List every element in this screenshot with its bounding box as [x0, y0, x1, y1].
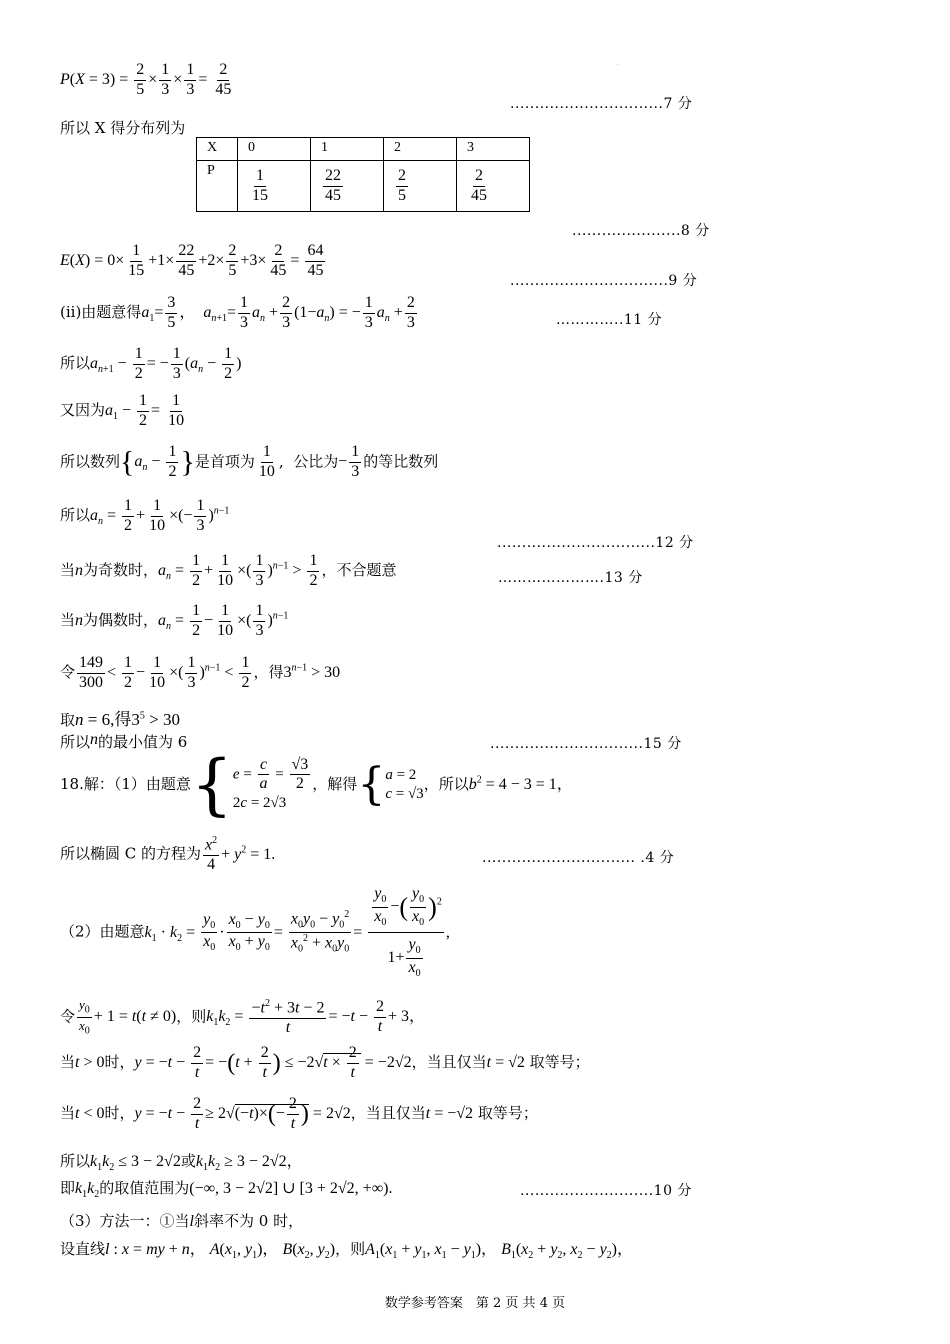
table-row	[197, 161, 530, 212]
when-label: 当	[60, 560, 76, 579]
when-label: 当	[60, 610, 76, 629]
q18-label: 18.解：（1）由题意	[60, 775, 191, 793]
equality-label: ，当且仅当	[411, 1052, 487, 1071]
part3-line: （3）方法一：①当l斜率不为 0 时，	[60, 1212, 304, 1230]
equality-end-label: 取等号；	[477, 1103, 538, 1122]
solve-label: ，解得	[312, 775, 358, 793]
when-end-label: 时，	[104, 1052, 135, 1071]
part3-end-label: 斜率不为 0 时，	[194, 1212, 304, 1230]
range-line: 即$k_1k_2$的取值范围为(−∞, 3 − 2√2] ∪ [3 + 2√2, +∞).	[60, 1179, 393, 1201]
part2-label: （2）由题意	[60, 922, 145, 941]
table-cell: $\frac{22}{45}$	[311, 161, 384, 212]
part-ii-label: (ii)由题意得	[60, 302, 142, 321]
odd-case-line: 当n为奇数时，$a_n$ = $\frac{1}{2}$ + $\frac{1}{10}$ ×( $\frac{1}{3}$ )$^{n-1}$ > $\frac{1}{2}$ ，不合题意	[60, 552, 397, 589]
even-label: 为偶数时，	[83, 610, 159, 629]
min-label: 的最小值为 6	[98, 733, 188, 751]
equality-end-label: 取等号；	[529, 1052, 590, 1071]
distribution-table	[196, 137, 530, 212]
substitution-line: 令 $\frac{y_0}{x_0}$ + 1 = t(t ≠ 0)，则$k_1k_2$ = $\frac{-t^2 + 3t - 2}{t}$ = −t − $\frac{2}{t}$ + 3，	[60, 997, 426, 1037]
recurrence-line: 所以$a_{n+1}$ − $\frac{1}{2}$ = − $\frac{1}{3}$ ($a_n$ − $\frac{1}{2}$ )	[60, 345, 242, 382]
general-term-line: 所以$a_n$ = $\frac{1}{2}$ + $\frac{1}{10}$ ×(− $\frac{1}{3}$ )$^{n-1}$	[60, 497, 230, 534]
t-positive-line: 当t > 0时，y = −t − $\frac{2}{t}$ = −(t + $\frac{2}{t}$ ) ≤ −2√t × $\frac{2}{t}$ = −2√2，当且仅当t = √2 取等号；	[60, 1044, 590, 1081]
reject-label: ，不合题意	[321, 560, 397, 579]
odd-label: 为奇数时，	[83, 560, 159, 579]
score-12: ................................12 分	[497, 535, 694, 551]
when-end-label: 时，	[104, 1103, 135, 1122]
ellipse-line: 所以椭圆 C 的方程为 $\frac{x^2}{4}$ + $y^2 = 1$.	[60, 835, 276, 874]
take-n-line: 取n = 6,得$3^5 > 30$	[60, 710, 180, 730]
table-cell: $\frac{2}{45}$	[457, 161, 530, 212]
part-ii-line: (ii)由题意得$a_1=$ $\frac{3}{5}$ ， $a_{n+1}=$ $\frac{1}{3}$ $a_n$ + $\frac{2}{3}$ $(1-a_n)$ = − $\frac{1}{3}$ $a_n$ + $\frac{2}{3}$	[60, 294, 415, 331]
expectation-line: E(X) = 0× $\frac{1}{15}$ +1× $\frac{22}{45}$ +2× $\frac{2}{5}$ +3× $\frac{2}{45}$ = $\frac{64}{45}$	[60, 242, 324, 279]
part3-label: （3）方法一：①当	[60, 1212, 190, 1230]
even-case-line: 当n为偶数时，$a_n$ = $\frac{1}{2}$ − $\frac{1}{10}$ ×( $\frac{1}{3}$ )$^{n-1}$	[60, 602, 289, 639]
range-end-label: 的取值范围为	[99, 1179, 190, 1197]
score-4: ............................... .4 分	[482, 850, 675, 866]
table-cell: 2	[384, 138, 457, 161]
score-8: ......................8 分	[572, 223, 710, 239]
k-bounds-line: 所以$k_1k_2 \le 3 - 2√2$或$k_1k_2 \ge 3 - 2√2$，	[60, 1152, 303, 1174]
table-cell: $\frac{2}{5}$	[384, 161, 457, 212]
table-cell: 1	[311, 138, 384, 161]
or-label: 或	[180, 1152, 196, 1170]
then-label: ，则	[176, 1007, 207, 1026]
seq-ratio-label: 公比为	[293, 452, 339, 471]
because-label: 又因为	[60, 400, 106, 419]
seq-first-label: 是首项为	[194, 452, 255, 471]
geometric-line: 所以数列{$a_n$ − $\frac{1}{2}$ }是首项为 $\frac{1}{10}$ , 公比为− $\frac{1}{3}$ 的等比数列	[60, 443, 439, 481]
so-label: 所以	[60, 1152, 91, 1170]
so-label: 所以	[60, 733, 91, 751]
inequality-line: 令 $\frac{149}{300}$ < $\frac{1}{2}$ − $\frac{1}{10}$ ×( $\frac{1}{3}$ )$^{n-1}$ < $\frac{1}{2}$ ，得$3^{n-1} > 30$	[60, 654, 341, 691]
table-cell: X	[197, 138, 238, 161]
score-10: ...........................10 分	[520, 1183, 692, 1199]
initial-line: 又因为$a_1$ − $\frac{1}{2}$ = $\frac{1}{10}$	[60, 392, 185, 429]
speck: ·	[617, 62, 619, 69]
score-7: ...............................7 分	[510, 96, 693, 112]
get-label: ，得	[253, 662, 284, 681]
table-row	[197, 138, 530, 161]
seq-label: 所以数列	[60, 452, 121, 471]
ellipse-label: 所以椭圆 C 的方程为	[60, 844, 202, 863]
range-label: 即	[60, 1179, 76, 1197]
dist-intro: 所以 X 得分布列为	[60, 119, 186, 137]
score-13: ………………….13 分	[498, 570, 643, 586]
page-footer: 数学参考答案 第 2 页 共 4 页	[384, 1296, 566, 1311]
line-label: 设直线	[60, 1240, 106, 1258]
score-15: ...............................15 分	[490, 736, 682, 752]
take-label: 取	[60, 711, 76, 729]
part2-line: （2）由题意$k_1 \cdot k_2$ = $\frac{y_0}{x_0}$ · $\frac{x_0 - y_0}{x_0 + y_0}$ = $\frac{x_0y_0 - y_0^2}{x_0^2 + x_0y_0}$ = $\frac{y_0}{x_0}$ −( $\frac{y_0}{x_0}$ )$^2$ 1+ $\frac{y_0}{x_0}$ ,	[60, 885, 450, 980]
when-label: 当	[60, 1052, 76, 1071]
score-9: ................................9 分	[510, 273, 698, 289]
let-label: 令	[60, 1007, 76, 1026]
so-label: 所以	[60, 505, 91, 524]
let-label: 令	[60, 662, 76, 681]
take-get-label: 得	[114, 710, 132, 730]
score-11: …………..11 分	[556, 312, 663, 328]
t-negative-line: 当t < 0时，y = −t − $\frac{2}{t}$ ≥ 2√(−t)×(− $\frac{2}{t}$ ) = 2√2，当且仅当t = −√2 取等号；	[60, 1095, 538, 1132]
line-setup: 设直线l : x = my + n， $A(x_1$, $y_1$)， $B(x_2$, $y_2$)，则$A_1(x_1 + y_1$, $x_1 - y_1$)， $B_1(x_2 + y_2$, $x_2 - y_2$)，	[60, 1240, 634, 1262]
px3-line: P(X = 3) = $\frac{2}{5}$ × $\frac{1}{3}$ × $\frac{1}{3}$ = $\frac{2}{45}$	[60, 61, 232, 98]
table-cell: 0	[238, 138, 311, 161]
equality-label: ，当且仅当	[350, 1103, 426, 1122]
table-cell: 3	[457, 138, 530, 161]
table-cell: $\frac{1}{15}$	[238, 161, 311, 212]
min-n-line: 所以n的最小值为 6	[60, 731, 188, 751]
so-label: 所以	[60, 353, 91, 372]
when-label: 当	[60, 1103, 76, 1122]
so-b-label: ，所以	[423, 775, 469, 793]
seq-end-label: 的等比数列	[363, 452, 439, 471]
q18-line: 18.解：（1）由题意{ e = $\frac{c}{a}$ = $\frac{√3}{2}$ 2c = 2√3 ，解得{ a = 2 c = √3 ，所以$b^2 = 4 - 3 = 1$，	[60, 746, 573, 823]
then-label: ，则	[335, 1240, 366, 1258]
table-cell: P	[197, 161, 238, 212]
